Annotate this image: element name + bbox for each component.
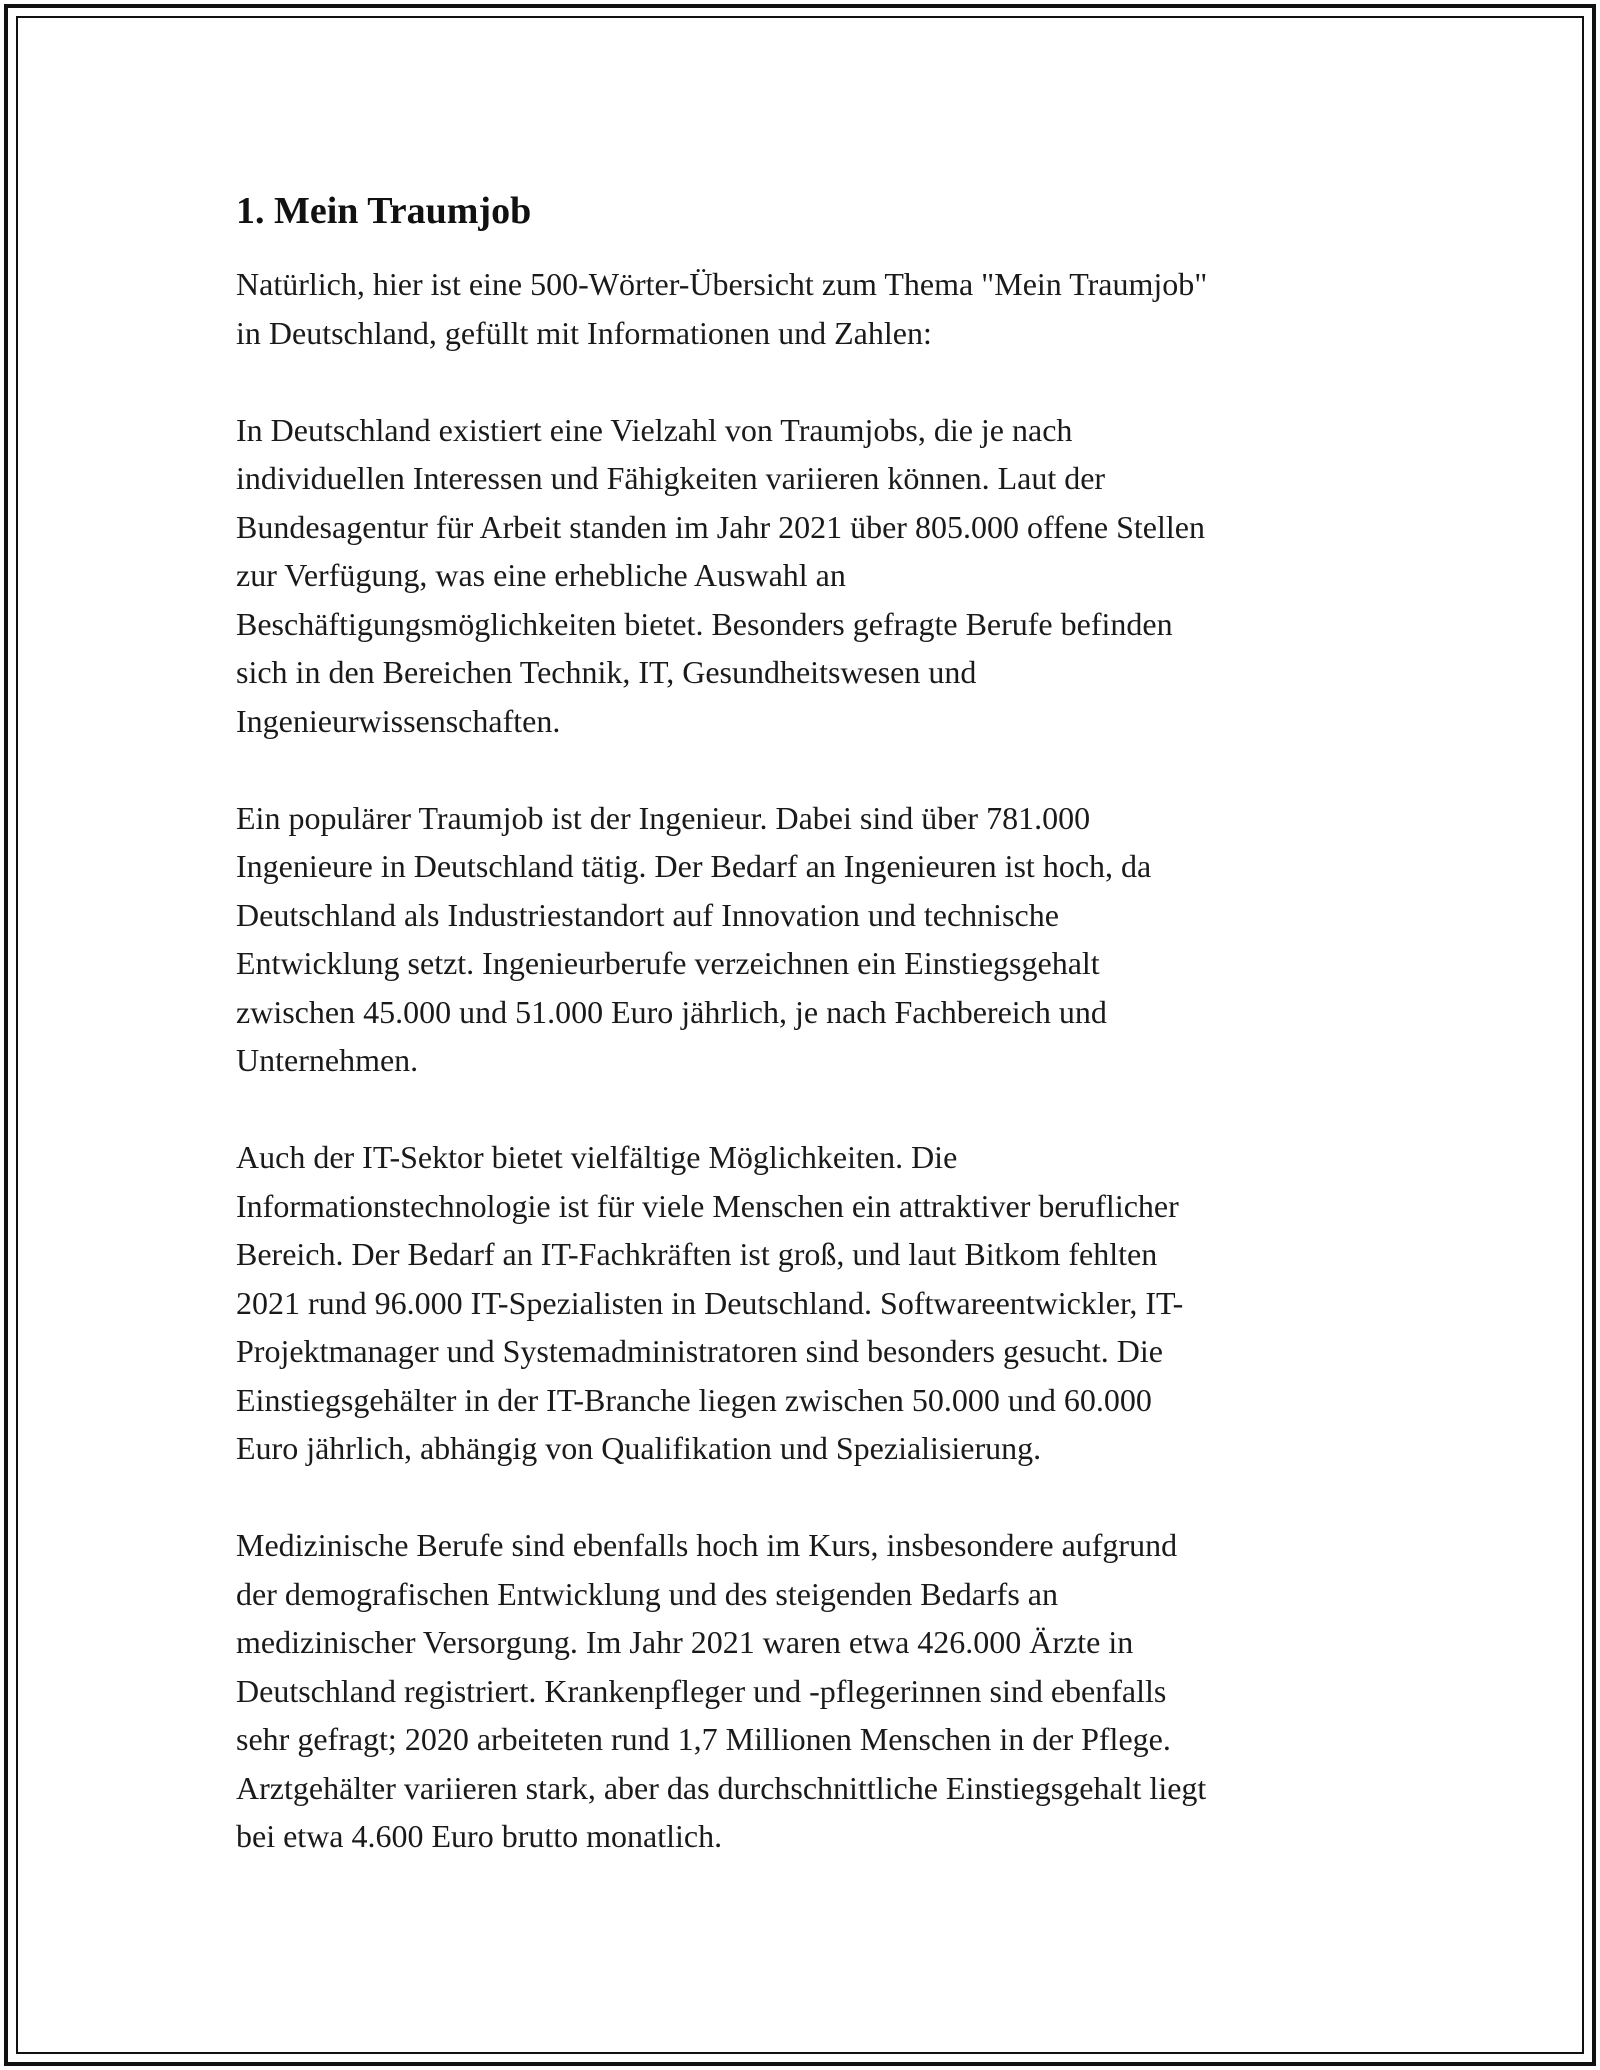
text-line: Euro jährlich, abhängig von Qualifikation und Spezialisierung. xyxy=(236,1430,1042,1466)
section-heading: 1. Mein Traumjob xyxy=(236,190,532,232)
paragraph-medical xyxy=(236,1521,1366,1861)
text-line: Bundesagentur für Arbeit standen im Jahr 2021 über 805.000 offene Stellen xyxy=(236,508,1205,545)
text-line: in Deutschland, gefüllt mit Informationen und Zahlen: xyxy=(236,314,932,351)
text-line: Deutschland registriert. Krankenpfleger und -pflegerinnen sind ebenfalls xyxy=(236,1672,1167,1709)
text-line: bei etwa 4.600 Euro brutto monatlich. xyxy=(236,1818,723,1854)
text-line: individuellen Interessen und Fähigkeiten variieren können. Laut der xyxy=(236,460,1106,496)
paragraph-it-sector xyxy=(236,1133,1366,1473)
text-line: Entwicklung setzt. Ingenieurberufe verzeichnen ein Einstiegsgehalt xyxy=(236,945,1100,981)
text-line: Ingenieurwissenschaften. xyxy=(236,702,561,739)
text-line: Deutschland als Industriestandort auf Innovation und technische xyxy=(236,896,1059,933)
text-line: Projektmanager und Systemadministratoren sind besonders gesucht. Die xyxy=(236,1333,1163,1369)
text-line: sich in den Bereichen Technik, IT, Gesundheitswesen und xyxy=(236,654,977,690)
text-line: zwischen 45.000 und 51.000 Euro jährlich, je nach Fachbereich und xyxy=(236,993,1107,1030)
text-line: Ein populärer Traumjob ist der Ingenieur. Dabei sind über 781.000 xyxy=(236,799,1091,836)
paragraph-intro xyxy=(236,260,1366,357)
paragraph-overview xyxy=(236,406,1366,746)
text-line: In Deutschland existiert eine Vielzahl von Traumjobs, die je nach xyxy=(236,411,1073,448)
text-line: Medizinische Berufe sind ebenfalls hoch im Kurs, insbesondere aufgrund xyxy=(236,1527,1178,1563)
text-line: zur Verfügung, was eine erhebliche Auswahl an xyxy=(236,557,846,593)
text-line: Ingenieure in Deutschland tätig. Der Bedarf an Ingenieuren ist hoch, da xyxy=(236,848,1152,884)
text-line: sehr gefragt; 2020 arbeiteten rund 1,7 Millionen Menschen in der Pflege. xyxy=(236,1721,1171,1757)
text-line: Informationstechnologie ist für viele Menschen ein attraktiver beruflicher xyxy=(236,1187,1179,1224)
text-line: Beschäftigungsmöglichkeiten bietet. Besonders gefragte Berufe befinden xyxy=(236,605,1173,642)
text-line: Natürlich, hier ist eine 500-Wörter-Übersicht zum Thema "Mein Traumjob" xyxy=(236,266,1208,302)
text-line: medizinischer Versorgung. Im Jahr 2021 waren etwa 426.000 Ärzte in xyxy=(236,1624,1134,1660)
text-line: 2021 rund 96.000 IT-Spezialisten in Deutschland. Softwareentwickler, IT- xyxy=(236,1284,1184,1321)
text-line: Bereich. Der Bedarf an IT-Fachkräften ist groß, und laut Bitkom fehlten xyxy=(236,1236,1158,1272)
text-line: Unternehmen. xyxy=(236,1042,419,1078)
text-line: Auch der IT-Sektor bietet vielfältige Möglichkeiten. Die xyxy=(236,1139,958,1175)
paragraph-engineer xyxy=(236,794,1366,1085)
document-body xyxy=(236,186,1366,1909)
text-line: Einstiegsgehälter in der IT-Branche liegen zwischen 50.000 und 60.000 xyxy=(236,1381,1152,1418)
text-line: Arztgehälter variieren stark, aber das durchschnittliche Einstiegsgehalt liegt xyxy=(236,1769,1207,1806)
text-line: der demografischen Entwicklung und des steigenden Bedarfs an xyxy=(236,1575,1058,1612)
